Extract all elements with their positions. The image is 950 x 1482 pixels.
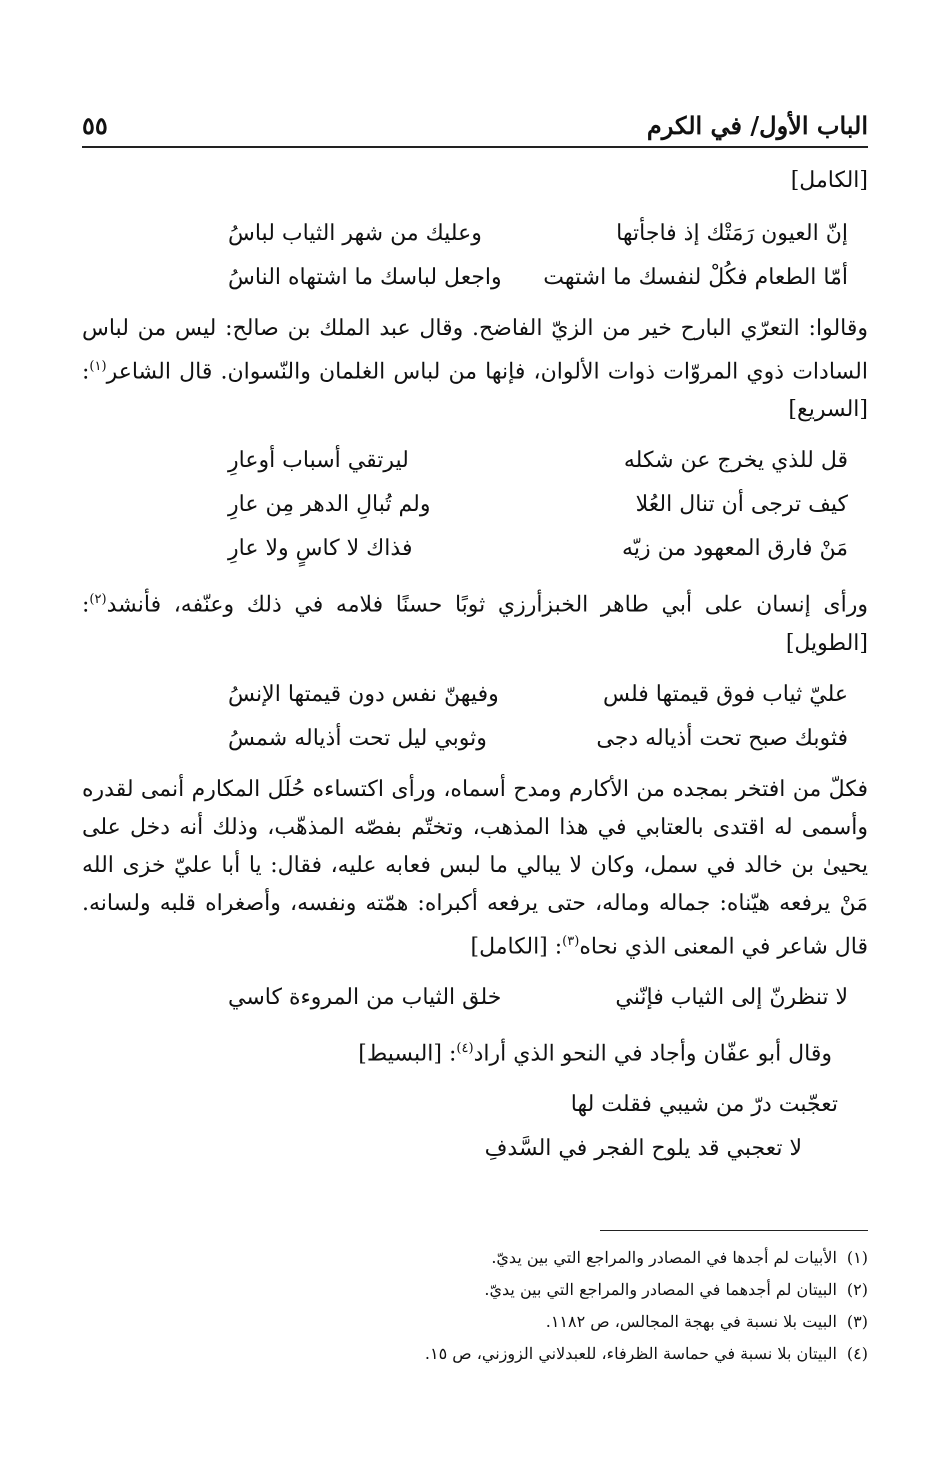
footnotes [82, 1242, 868, 1370]
page-number: ٥٥ [82, 111, 108, 140]
verse-second-hemistich: فذاك لا كاسٍ ولا عارِ [228, 536, 413, 562]
verse-line [228, 439, 868, 483]
verse-second-hemistich: وعليك من شهر الثياب لباسُ [228, 221, 482, 246]
verse-first-hemistich: إنّ العيون رَمَتْك إذ فاجأتها [616, 221, 848, 246]
verse-first-hemistich: عليّ ثياب فوق قيمتها فلس [602, 681, 848, 707]
footnote-text: البيت بلا نسبة في بهجة المجالس، ص ١١٨٢. [545, 1312, 837, 1331]
footnote-number: (٣) [846, 1312, 868, 1331]
verse-second-hemistich: ولم تُبالِ الدهر مِن عارِ [228, 492, 431, 518]
verse-second-hemistich: لا تعجبي قد يلوح الفجر في السَّدفِ [484, 1136, 802, 1162]
footnote-item [82, 1338, 868, 1370]
verse-first-hemistich: قل للذي يخرج عن شكله [623, 448, 848, 474]
verse-line [228, 483, 868, 527]
verse-line [228, 212, 868, 256]
poem-stanza-3 [82, 673, 868, 761]
verse-first-hemistich: تعجّبت درّ من شيبي فقلت لها [570, 1092, 838, 1118]
verse-line [228, 673, 868, 717]
verse-first-hemistich: كيف ترجى أن تنال العُلا [635, 492, 848, 518]
prose-paragraph: وقالوا: التعرّي البارح خير من الزيّ الفاضح. وقال عبد الملك بن صالح: ليس من لباس السادات ذوي المروّات ذوات الألوان، فإنها من لباس الغلمان والنّسوان. قال الشاعر$^{(١)}$: [السريع] [82, 316, 868, 423]
verse-line [228, 976, 868, 1020]
verse-first-hemistich: لا تنظرنّ إلى الثياب فإنّني [615, 984, 848, 1010]
poem-stanza-2 [82, 439, 868, 571]
verse-line [228, 256, 868, 300]
verse-line [228, 717, 868, 761]
footnote-number: (١) [846, 1248, 868, 1267]
footnote-ref[interactable]: (٢) [89, 592, 107, 608]
footnote-text: البيتان بلا نسبة في حماسة الظرفاء، للعبدلاني الزوزني، ص ١٥. [424, 1344, 837, 1363]
chapter-title: الباب الأول/ في الكرم [646, 111, 868, 140]
prose-paragraph: ورأى إنسان على أبي طاهر الخبزأرزي ثوبًا حسنًا فلامه في ذلك وعنّفه، فأنشد$^{(٢)}$: [الطويل] [82, 592, 868, 656]
verse-second-hemistich: وثوبي ليل تحت أذياله شمسُ [228, 725, 487, 751]
main-text [82, 160, 868, 1171]
footnote-item [82, 1274, 868, 1306]
poem-stanza-1 [82, 212, 868, 300]
verse-first-hemistich: أمّا الطعام فكُلْ لنفسك ما اشتهت [543, 265, 848, 290]
verse-second-hemistich: خلق الثياب من المروءة كاسي [228, 984, 502, 1010]
prose-paragraph: وقال أبو عفّان وأجاد في النحو الذي أراد$^{(٤)}$: [البسيط] [358, 1040, 832, 1067]
footnote-ref[interactable]: (١) [89, 359, 107, 374]
footnote-text: البيتان لم أجدهما في المصادر والمراجع التي بين يديّ. [484, 1280, 837, 1299]
verse-second-hemistich: واجعل لباسك ما اشتهاه الناسُ [228, 265, 502, 290]
running-header [82, 100, 868, 140]
meter-label: [الكامل] [790, 168, 868, 193]
poem-stanza-4 [82, 976, 868, 1020]
verse-first-hemistich: فثوبك صبح تحت أذياله دجى [596, 725, 848, 751]
verse-second-hemistich: وفيهنّ نفس دون قيمتها الإنسُ [228, 681, 499, 707]
footnote-text: الأبيات لم أجدها في المصادر والمراجع التي بين يديّ. [491, 1248, 837, 1267]
footnote-divider [600, 1230, 868, 1231]
footnote-number: (٢) [846, 1280, 868, 1299]
verse-second-hemistich: ليرتقي أسباب أوعارِ [228, 448, 409, 474]
prose-paragraph: فكلّ من افتخر بمجده من الأكارم ومدح أسماه، ورأى اكتساءه حُلَل المكارم أنمى لقدره وأسمى له اقتدى بالعتابي في هذا المذهب، وتختّم بفصّه المذهّب، وذلك أنه دخل على يحيىٰ بن خالد في سمل، وكان لا يبالي ما لبس فعابه عليه، فقال: يا أبا عليّ خزى الله مَنْ يرفعه هيّناه: جماله وماله، حتى يرفعه أكبراه: همّته ونفسه، وأصغراه قلبه ولسانه. قال شاعر في المعنى الذي نحاه$^{(٣)}$: [الكامل] [82, 776, 868, 959]
footnote-number: (٤) [846, 1344, 868, 1363]
verse-line [228, 527, 868, 571]
footnote-item [82, 1306, 868, 1338]
footnote-ref[interactable]: (٤) [456, 1040, 474, 1056]
footnote-item [82, 1242, 868, 1274]
header-divider [82, 146, 868, 148]
verse-first-hemistich: مَنْ فارق المعهود من زيّه [622, 536, 848, 562]
footnote-ref[interactable]: (٣) [562, 933, 580, 949]
